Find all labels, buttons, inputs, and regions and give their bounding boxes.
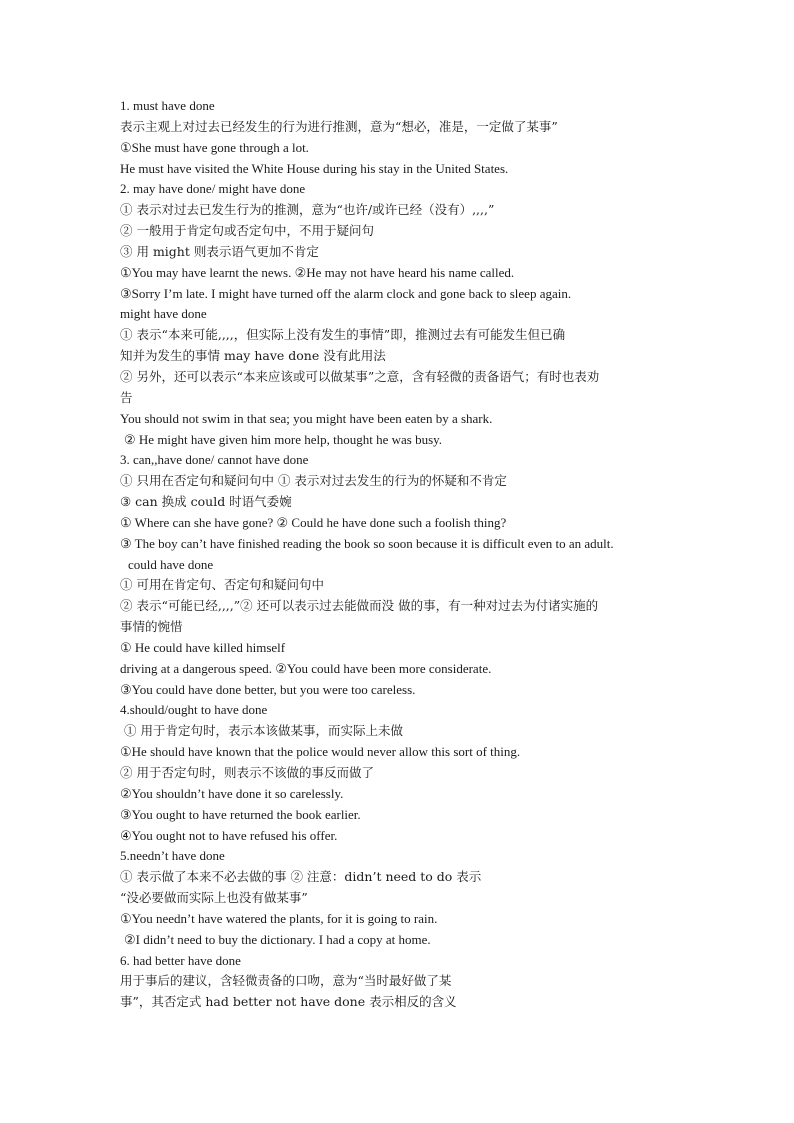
example-line: ① Where can she have gone? ② Could he have done such a foolish thing? <box>120 514 507 530</box>
text-line: 事”，其否定式 had better not have done 表示相反的含义 <box>120 994 457 1010</box>
text-line: 用于事后的建议，含轻微责备的口吻，意为“当时最好做了某 <box>120 973 452 989</box>
text-line: ① 表示“本来可能,,,,，但实际上没有发生的事情”即，推测过去有可能发生但已确 <box>120 327 566 343</box>
example-line: ①He should have known that the police would never allow this sort of thing. <box>120 744 521 760</box>
example-line: ②I didn’t need to buy the dictionary. I had a copy at home. <box>124 931 431 947</box>
text-line: 告 <box>120 389 133 405</box>
example-line: driving at a dangerous speed. ②You could have been more considerate. <box>120 660 492 676</box>
text-line: 表示主观上对过去已经发生的行为进行推测，意为“想必，准是，一定做了某事” <box>120 118 558 134</box>
example-line: ③Sorry I’m late. I might have turned off the alarm clock and gone back to sleep again. <box>120 285 572 301</box>
text-line: ② 表示“可能已经,,,,”② 还可以表示过去能做而没 做的事，有一种对过去为付诸实施的 <box>120 598 599 614</box>
section-heading-may-have-done: 2. may have done/ might have done <box>120 181 306 197</box>
text-line: ③ can 换成 could 时语气委婉 <box>120 494 292 510</box>
example-line: ①You may have learnt the news. ②He may not have heard his name called. <box>120 264 515 280</box>
section-heading-can-have-done: 3. can,,have done/ cannot have done <box>120 452 309 468</box>
text-line: ① 表示对过去已发生行为的推测，意为“也许/或许已经（没有）,,,,” <box>120 202 495 218</box>
text-line: ① 用于肯定句时，表示本该做某事，而实际上未做 <box>124 723 403 739</box>
text-line: ① 只用在否定句和疑问句中 ① 表示对过去发生的行为的怀疑和不肯定 <box>120 473 507 489</box>
example-line: ③ The boy can’t have finished reading the book so soon because it is difficult even to an adult. <box>120 535 614 551</box>
text-line: ② 一般用于肯定句或否定句中，不用于疑问句 <box>120 223 374 239</box>
example-line: You should not swim in that sea; you might have been eaten by a shark. <box>120 410 493 426</box>
text-line: “没必要做而实际上也没有做某事” <box>120 890 308 906</box>
text-line: ① 表示做了本来不必去做的事 ② 注意：didn’t need to do 表示 <box>120 869 482 885</box>
example-line: He must have visited the White House during his stay in the United States. <box>120 160 509 176</box>
text-line: 事情的惋惜 <box>120 619 183 635</box>
example-line: ①She must have gone through a lot. <box>120 139 309 155</box>
example-line: ③You ought to have returned the book earlier. <box>120 806 361 822</box>
document-body <box>120 96 690 1013</box>
text-line: 知并为发生的事情 may have done 没有此用法 <box>120 348 386 364</box>
example-line: ④You ought not to have refused his offer. <box>120 827 338 843</box>
example-line: ①You needn’t have watered the plants, for it is going to rain. <box>120 910 438 926</box>
section-heading-must-have-done: 1. must have done <box>120 98 215 113</box>
section-heading-had-better-have-done: 6. had better have done <box>120 952 241 968</box>
example-line: ① He could have killed himself <box>120 639 286 655</box>
text-line: ③ 用 might 则表示语气更加不肯定 <box>120 243 319 259</box>
subheading-might-have-done: might have done <box>120 306 207 322</box>
text-line: ② 用于否定句时，则表示不该做的事反而做了 <box>120 765 374 780</box>
text-line: ① 可用在肯定句、否定句和疑问句中 <box>120 577 324 593</box>
section-heading-neednt-have-done: 5.needn’t have done <box>120 848 225 864</box>
subheading-could-have-done: could have done <box>128 556 214 572</box>
section-heading-should-have-done: 4.should/ought to have done <box>120 702 268 718</box>
example-line: ② He might have given him more help, thought he was busy. <box>124 431 443 447</box>
example-line: ③You could have done better, but you were too careless. <box>120 681 416 697</box>
example-line: ②You shouldn’t have done it so carelessly. <box>120 785 344 801</box>
text-line: ② 另外，还可以表示“本来应该或可以做某事”之意，含有轻微的责备语气；有时也表劝 <box>120 368 600 384</box>
